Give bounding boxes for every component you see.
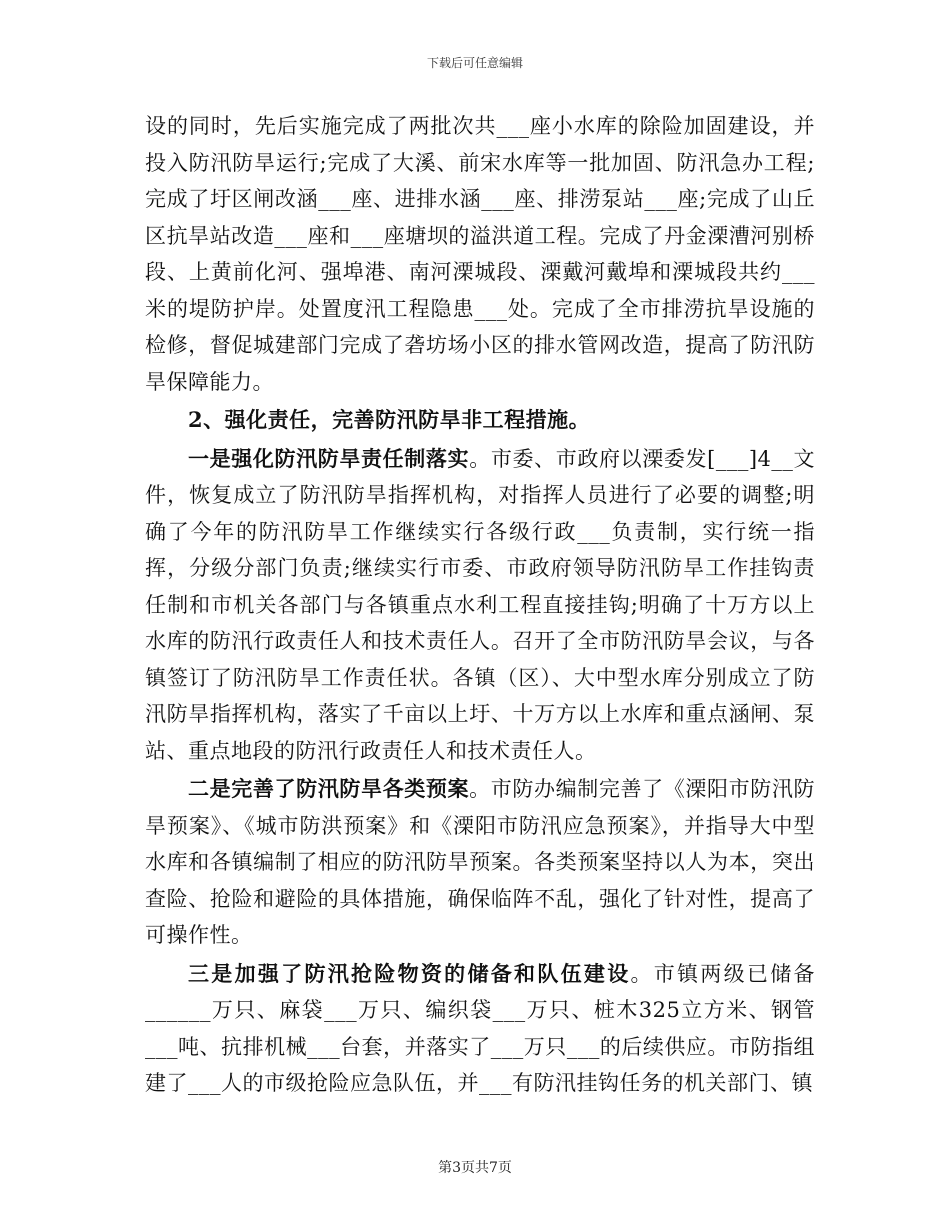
paragraph-text: 设的同时，先后实施完成了两批次共___座小水库的除险加固建设，并投入防汛防旱运行;完成了大溪、前宋水库等一批加固、防汛急办工程;完成了圩区闸改涵___座、进排水涵___座、排涝泵站___座;完成了山丘区抗旱站改造___座和___座塘坝的溢洪道工程。完成了丹金溧漕河别桥段、上黄前化河、强埠港、南河溧城段、溧戴河戴埠和溧城段共约___米的堤防护岸。处置度汛工程隐患___处。完成了全市排涝抗旱设施的检修，督促城建部门完成了砻坊场小区的排水管网改造，提高了防汛防旱保障能力。 [145,114,815,394]
section-heading-text: 2、强化责任，完善防汛防旱非工程措施。 [188,407,591,432]
paragraph-text: 。市镇两级已储备______万只、麻袋___万只、编织袋___万只、桩木325立方米、钢管___吨、抗排机械___台套，并落实了___万只___的后续供应。市防指组建了___人的市级抢险应急队伍，并___有防汛挂钩任务的机关部门、镇 [145,961,816,1095]
paragraph [145,441,815,770]
paragraph-lead: 二是完善了防汛防旱各类预案 [188,776,470,801]
section-heading [145,402,815,439]
paragraph-text: 。市防办编制完善了《溧阳市防汛防旱预案》、《城市防洪预案》和《溧阳市防汛应急预案》，并指导大中型水库和各镇编制了相应的防汛防旱预案。各类预案坚持以人为本，突出查险、抢险和避险的具体措施，确保临阵不乱，强化了针对性，提高了可操作性。 [145,777,815,947]
document-body [145,108,815,1102]
paragraph [145,956,815,1102]
paragraph [145,108,815,400]
paragraph-text: 。市委、市政府以溧委发[___]4__文件，恢复成立了防汛防旱指挥机构，对指挥人员进行了必要的调整;明确了今年的防汛防旱工作继续实行各级行政___负责制，实行统一指挥，分级分部门负责;继续实行市委、市政府领导防汛防旱工作挂钩责任制和市机关各部门与各镇重点水利工程直接挂钩;明确了十万方以上水库的防汛行政责任人和技术责任人。召开了全市防汛防旱会议，与各镇签订了防汛防旱工作责任状。各镇（区）、大中型水库分别成立了防汛防旱指挥机构，落实了千亩以上圩、十万方以上水库和重点涵闸、泵站、重点地段的防汛行政责任人和技术责任人。 [145,446,816,763]
paragraph-lead: 一是强化防汛防旱责任制落实 [188,445,470,471]
paragraph-lead: 三是加强了防汛抢险物资的储备和队伍建设 [188,960,631,986]
page-header: 下载后可任意编辑 [426,56,523,70]
paragraph [145,771,815,954]
page-footer: 第3页共7页 [438,1160,512,1176]
